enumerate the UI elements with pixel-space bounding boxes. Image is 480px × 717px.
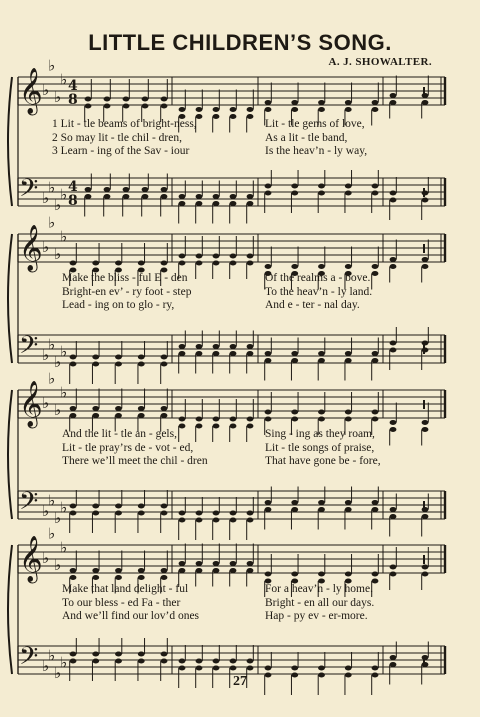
note-icon	[230, 181, 237, 224]
time-signature-bottom: 8	[68, 193, 78, 209]
note-icon	[390, 403, 397, 446]
lyric-right: And e - ter - nal day.	[265, 299, 360, 311]
note-icon	[115, 490, 122, 533]
note-icon	[104, 174, 111, 217]
note-icon	[115, 341, 122, 384]
svg-text:♭: ♭	[60, 383, 68, 402]
svg-text:♭: ♭	[48, 524, 56, 543]
note-icon	[390, 76, 397, 119]
note-icon	[115, 389, 122, 432]
svg-text:♭: ♭	[60, 227, 68, 246]
lyric-right: Lit - tle gems of love,	[265, 118, 365, 130]
note-icon	[92, 341, 99, 384]
bass-clef-icon: 𝄢	[19, 642, 39, 677]
note-icon	[179, 181, 186, 224]
svg-text:♭: ♭	[48, 213, 56, 232]
note-icon	[161, 389, 168, 432]
note-icon	[92, 490, 99, 533]
note-icon	[230, 497, 237, 540]
lyric-right: Bright - en all our days.	[265, 596, 375, 609]
note-icon	[265, 170, 272, 213]
lyric-right: For a heav’n - ly home.	[265, 583, 373, 595]
note-icon	[179, 331, 186, 374]
treble-clef-icon: 𝄞	[19, 381, 43, 427]
note-icon	[230, 544, 237, 587]
note-icon	[372, 487, 379, 530]
lyric-left: Make that land delight - ful	[62, 583, 189, 595]
lyric-left: And the lit - tle an - gels,	[62, 428, 177, 440]
note-icon	[372, 170, 379, 213]
svg-text:♭: ♭	[54, 664, 62, 682]
lyric-left: And we’ll find our lov’d ones	[62, 610, 200, 622]
note-icon	[70, 341, 77, 384]
svg-text:♭: ♭	[48, 178, 56, 197]
svg-text:♭: ♭	[60, 538, 68, 557]
key-signature-icon	[42, 179, 67, 215]
lyric-left: 2 So may lit - tle chil - dren,	[52, 131, 182, 144]
note-icon	[247, 331, 254, 374]
svg-text:♭: ♭	[54, 196, 62, 214]
rest-icon	[423, 656, 425, 665]
note-icon	[138, 341, 145, 384]
time-signature-top: 4	[68, 78, 78, 94]
note-icon	[372, 247, 379, 290]
music-system	[0, 524, 480, 693]
lyric-right: As a lit - tle band,	[265, 131, 348, 144]
note-icon	[390, 547, 397, 590]
svg-text:♭: ♭	[42, 189, 50, 207]
note-icon	[247, 181, 254, 224]
rest-icon	[423, 400, 425, 409]
rest-icon	[423, 87, 425, 96]
note-icon	[161, 341, 168, 384]
note-icon	[161, 490, 168, 533]
svg-text:♭: ♭	[42, 346, 50, 364]
svg-text:♭: ♭	[54, 556, 62, 574]
note-icon	[372, 338, 379, 381]
note-icon	[291, 487, 298, 530]
bass-staff	[18, 170, 445, 224]
lyric-right: That have gone be - fore,	[265, 455, 381, 467]
note-icon	[142, 79, 149, 122]
note-icon	[390, 177, 397, 220]
note-icon	[142, 174, 149, 217]
svg-text:♭: ♭	[54, 353, 62, 371]
svg-text:♭: ♭	[48, 56, 56, 75]
note-icon	[247, 399, 254, 442]
note-icon	[390, 494, 397, 537]
note-icon	[213, 331, 220, 374]
svg-text:♭: ♭	[42, 502, 50, 520]
note-icon	[213, 497, 220, 540]
svg-text:♭: ♭	[42, 549, 50, 567]
note-icon	[179, 497, 186, 540]
svg-text:♭: ♭	[60, 70, 68, 89]
note-icon	[390, 327, 397, 370]
lyric-right: Lit - tle songs of praise,	[265, 441, 375, 454]
svg-text:♭: ♭	[54, 88, 62, 106]
note-icon	[230, 236, 237, 279]
note-icon	[318, 170, 325, 213]
note-icon	[390, 240, 397, 283]
note-icon	[265, 338, 272, 381]
rest-icon	[423, 555, 425, 564]
note-icon	[372, 83, 379, 126]
page-number: 27	[233, 674, 247, 689]
note-icon	[85, 79, 92, 122]
note-icon	[318, 487, 325, 530]
svg-text:♭: ♭	[48, 369, 56, 388]
note-icon	[196, 331, 203, 374]
lyric-right: Is the heav’n - ly way,	[265, 145, 368, 157]
svg-text:♭: ♭	[48, 491, 56, 510]
lyric-right: To the heav’n - ly land.	[265, 285, 373, 298]
svg-text:♭: ♭	[60, 653, 68, 672]
treble-clef-icon: 𝄞	[19, 68, 43, 114]
svg-text:♭: ♭	[60, 342, 68, 361]
treble-clef-icon: 𝄞	[19, 536, 43, 582]
note-icon	[213, 181, 220, 224]
note-icon	[230, 90, 237, 133]
note-icon	[123, 174, 130, 217]
svg-text:♭: ♭	[42, 657, 50, 675]
lyric-left: To our bless - ed Fa - ther	[62, 596, 181, 609]
time-signature-top: 4	[68, 179, 78, 195]
note-icon	[345, 170, 352, 213]
lyric-left: 3 Learn - ing of the Sav - iour	[52, 145, 190, 157]
song-title: LITTLE CHILDREN’S SONG.	[88, 30, 392, 55]
rest-icon	[423, 501, 425, 510]
svg-text:♭: ♭	[48, 335, 56, 354]
brace-icon	[8, 234, 12, 363]
note-icon	[85, 174, 92, 217]
music-system	[0, 213, 480, 382]
key-signature-icon	[42, 492, 67, 528]
note-icon	[247, 90, 254, 133]
bass-clef-icon: 𝄢	[19, 331, 39, 366]
lyric-left: Lead - ing on to glo - ry,	[62, 299, 175, 311]
bass-staff	[18, 487, 445, 541]
svg-text:♭: ♭	[42, 238, 50, 256]
note-icon	[291, 338, 298, 381]
note-icon	[161, 174, 168, 217]
note-icon	[196, 544, 203, 587]
note-icon	[179, 399, 186, 442]
svg-text:♭: ♭	[48, 646, 56, 665]
rest-icon	[423, 345, 425, 354]
lyric-right: Hap - py ev - er-more.	[265, 610, 368, 622]
rest-icon	[423, 244, 425, 253]
bass-staff	[18, 327, 445, 384]
bass-clef-icon: 𝄢	[19, 487, 39, 522]
composer-credit: A. J. SHOWALTER.	[328, 56, 432, 68]
note-icon	[345, 338, 352, 381]
svg-text:♭: ♭	[60, 498, 68, 517]
note-icon	[265, 487, 272, 530]
note-icon	[123, 79, 130, 122]
lyric-left: There we’ll meet the chil - dren	[62, 455, 208, 467]
note-icon	[196, 399, 203, 442]
note-icon	[70, 490, 77, 533]
treble-clef-icon: 𝄞	[19, 225, 43, 271]
note-icon	[196, 236, 203, 279]
svg-text:♭: ♭	[54, 245, 62, 263]
lyric-left: Bright-en ev’ - ry foot - step	[62, 285, 192, 298]
key-signature-icon	[42, 57, 67, 107]
note-icon	[345, 487, 352, 530]
note-icon	[213, 236, 220, 279]
note-icon	[179, 544, 186, 587]
note-icon	[92, 389, 99, 432]
lyric-left: Lit - tle pray’rs de - vot - ed,	[62, 441, 194, 454]
note-icon	[318, 338, 325, 381]
svg-text:♭: ♭	[42, 394, 50, 412]
note-icon	[213, 544, 220, 587]
brace-icon	[8, 545, 12, 674]
brace-icon	[8, 77, 12, 206]
note-icon	[213, 90, 220, 133]
note-icon	[196, 497, 203, 540]
rest-icon	[423, 188, 425, 197]
bass-clef-icon: 𝄢	[19, 174, 39, 209]
note-icon	[213, 399, 220, 442]
note-icon	[291, 170, 298, 213]
note-icon	[247, 236, 254, 279]
note-icon	[422, 547, 429, 590]
note-icon	[422, 494, 429, 537]
note-icon	[230, 331, 237, 374]
lyric-right: Of the realms a - bove.	[265, 272, 371, 284]
note-icon	[138, 490, 145, 533]
svg-text:♭: ♭	[54, 401, 62, 419]
music-system	[0, 369, 480, 538]
note-icon	[247, 497, 254, 540]
note-icon	[138, 389, 145, 432]
svg-text:♭: ♭	[54, 509, 62, 527]
note-icon	[247, 544, 254, 587]
note-icon	[422, 177, 429, 220]
note-icon	[104, 79, 111, 122]
note-icon	[196, 181, 203, 224]
note-icon	[422, 76, 429, 119]
key-signature-icon	[42, 336, 67, 372]
time-signature-bottom: 8	[68, 92, 78, 108]
svg-text:♭: ♭	[42, 81, 50, 99]
note-icon	[230, 399, 237, 442]
svg-text:♭: ♭	[60, 185, 68, 204]
lyric-left: 1 Lit - tle beams of bright-ness,	[52, 118, 197, 130]
note-icon	[161, 79, 168, 122]
lyric-left: Make the bliss - ful E - den	[62, 272, 188, 284]
note-icon	[70, 389, 77, 432]
brace-icon	[8, 390, 12, 519]
lyric-right: Sing - ing as they roam,	[265, 428, 375, 440]
